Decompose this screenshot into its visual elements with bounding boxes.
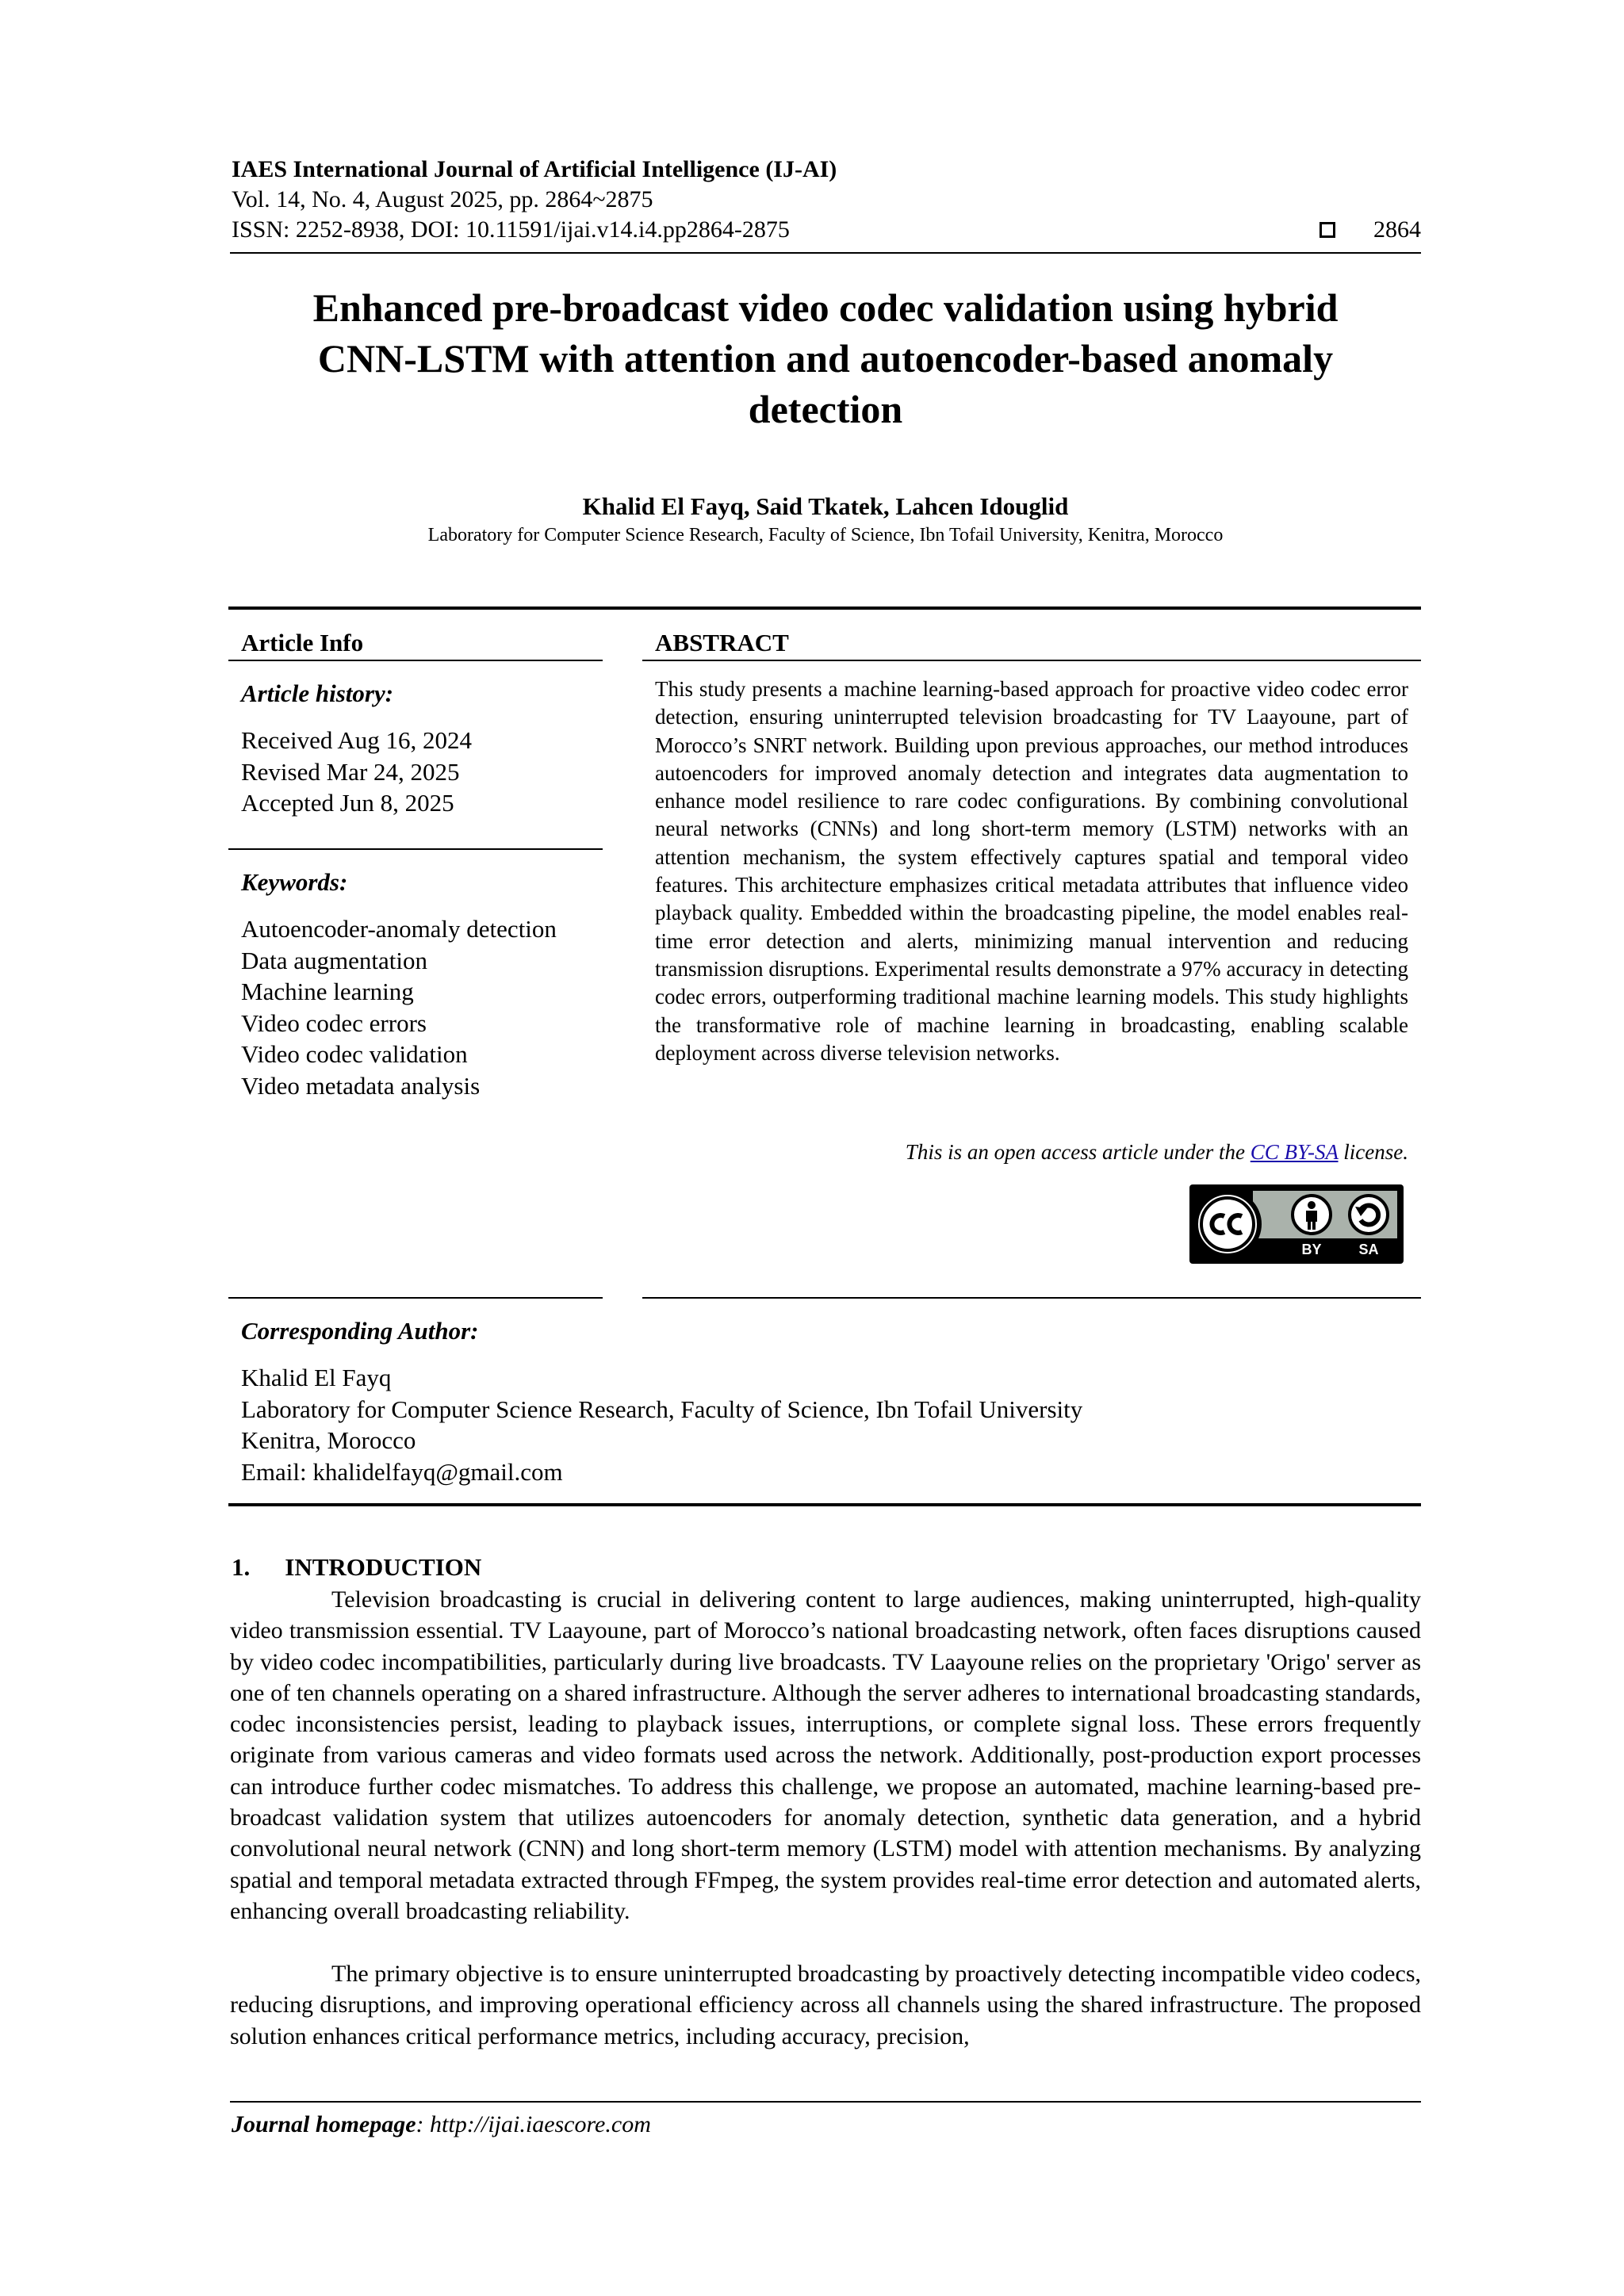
- cc-by-sa-logo-icon: [1193, 1188, 1400, 1261]
- intro-paragraph-1: Television broadcasting is crucial in delivering content to large audiences, making uninterrupted, high-quality video transmission essential. TV Laayoune, part of Morocco’s national broadcasting network, often faces disruptions caused by video codec incompatibilities, particularly during live broadcasts. TV Laayoune relies on the proprietary 'Origo' server as one of ten channels operating on a shared infrastructure. Although the server adheres to international broadcasting standards, codec inconsistencies persist, leading to playback issues, interruptions, or complete signal loss. These errors frequently originate from various cameras and video formats used across the network. Additionally, post-production export processes can introduce further codec mismatches. To address this challenge, we propose an automated, machine learning-based pre-broadcast validation system that utilizes autoencoders for anomaly detection, synthetic data generation, and a hybrid convolutional neural network (CNN) and long short-term memory (LSTM) model with attention mechanisms. By analyzing spatial and temporal metadata extracted through FFmpeg, the system provides real-time error detection and automated alerts, enhancing overall broadcasting reliability.: [230, 1586, 1421, 1924]
- abstract-rule: [642, 660, 1421, 661]
- cc-by-sa-link[interactable]: CC BY-SA: [1250, 1140, 1339, 1164]
- badge-by-label: BY: [1301, 1242, 1322, 1257]
- homepage-label: Journal homepage: [232, 2111, 416, 2137]
- journal-name: IAES International Journal of Artificial Intelligence (IJ-AI): [232, 156, 837, 182]
- corresponding-location: Kenitra, Morocco: [241, 1426, 416, 1454]
- section-number: 1.: [232, 1553, 251, 1581]
- introduction-heading: [232, 1552, 481, 1582]
- title-line: detection: [748, 387, 903, 431]
- abstract-body: This study presents a machine learning-based approach for proactive video codec error detection, ensuring uninterrupted television broadcasting for TV Laayoune, part of Morocco’s SNRT network. Building upon previous approaches, our method introduces autoencoders for improved anomaly detection and integrates data augmentation to enhance model resilience to rare codec configurations. By combining convolutional neural networks (CNNs) and long short-term memory (LSTM) networks with an attention mechanism, the system effectively captures spatial and temporal video features. This architecture emphasizes critical metadata attributes that influence video playback quality. Embedded within the broadcasting pipeline, the model enables real-time error detection and alerts, minimizing manual intervention and reducing transmission disruptions. Experimental results demonstrate a 97% accuracy in detecting codec errors, outperforming traditional machine learning models. This study highlights the transformative role of machine learning in broadcasting, enabling scalable deployment across diverse television networks.: [655, 677, 1408, 1065]
- license-statement: [906, 1138, 1408, 1165]
- info-bottom-rule-right: [642, 1297, 1421, 1299]
- license-prefix: This is an open access article under the: [905, 1140, 1251, 1164]
- keyword-item: Data augmentation: [241, 946, 427, 974]
- homepage-url[interactable]: : http://ijai.iaescore.com: [416, 2111, 651, 2137]
- affiliation: Laboratory for Computer Science Research, Faculty of Science, Ibn Tofail University, Kenitra, Morocco: [427, 525, 1224, 545]
- keyword-item: Video metadata analysis: [241, 1071, 481, 1100]
- authors: Khalid El Fayq, Said Tkatek, Lahcen Idouglid: [582, 492, 1069, 520]
- badge-sa-label: SA: [1358, 1242, 1379, 1257]
- issn-doi-line: ISSN: 2252-8938, DOI: 10.11591/ijai.v14.i4.pp2864-2875: [232, 216, 790, 243]
- info-bottom-rule-left: [228, 1297, 603, 1299]
- keywords-list: [241, 913, 557, 1101]
- checkbox-square-icon: [1320, 222, 1335, 238]
- paper-title: [230, 282, 1421, 434]
- corresponding-name: Khalid El Fayq: [241, 1364, 392, 1391]
- keyword-item: Machine learning: [241, 978, 414, 1005]
- history-accepted: Accepted Jun 8, 2025: [241, 789, 454, 817]
- keyword-item: Video codec validation: [241, 1040, 468, 1068]
- volume-line: Vol. 14, No. 4, August 2025, pp. 2864~2875: [232, 186, 653, 212]
- corresponding-author-heading: Corresponding Author:: [241, 1317, 479, 1345]
- license-suffix: license.: [1338, 1140, 1408, 1164]
- info-top-rule: [228, 607, 1421, 610]
- history-revised: Revised Mar 24, 2025: [241, 757, 460, 786]
- article-info-rule: [228, 660, 603, 661]
- cc-by-sa-badge[interactable]: [1189, 1184, 1404, 1264]
- journal-homepage: [232, 2110, 651, 2139]
- footer-rule: [230, 2101, 1421, 2103]
- section-title: INTRODUCTION: [285, 1553, 482, 1581]
- corresponding-bottom-rule: [228, 1503, 1421, 1506]
- keywords-heading: Keywords:: [241, 868, 348, 896]
- page-number: 2864: [1373, 216, 1421, 243]
- keyword-item: Autoencoder-anomaly detection: [241, 915, 557, 943]
- history-rule: [228, 848, 603, 850]
- title-line: CNN-LSTM with attention and autoencoder-based anomaly: [317, 336, 1334, 381]
- keyword-item: Video codec errors: [241, 1008, 427, 1037]
- header-divider: [230, 252, 1421, 254]
- article-info-heading: Article Info: [241, 629, 364, 656]
- article-history-list: [241, 725, 472, 819]
- article-history-heading: Article history:: [241, 679, 394, 707]
- history-received: Received Aug 16, 2024: [241, 726, 473, 754]
- title-line: Enhanced pre-broadcast video codec validation using hybrid: [312, 285, 1339, 330]
- corresponding-email: Email: khalidelfayq@gmail.com: [241, 1457, 563, 1486]
- corresponding-author-block: [241, 1362, 1082, 1487]
- intro-paragraph-2: The primary objective is to ensure uninterrupted broadcasting by proactively detecting incompatible video codecs, reducing disruptions, and improving operational efficiency across all channels using the shared infrastructure. The proposed solution enhances critical performance metrics, including accuracy, precision,: [230, 1961, 1421, 2049]
- corresponding-affiliation: Laboratory for Computer Science Research, Faculty of Science, Ibn Tofail University: [241, 1395, 1083, 1423]
- abstract-heading: ABSTRACT: [655, 629, 789, 656]
